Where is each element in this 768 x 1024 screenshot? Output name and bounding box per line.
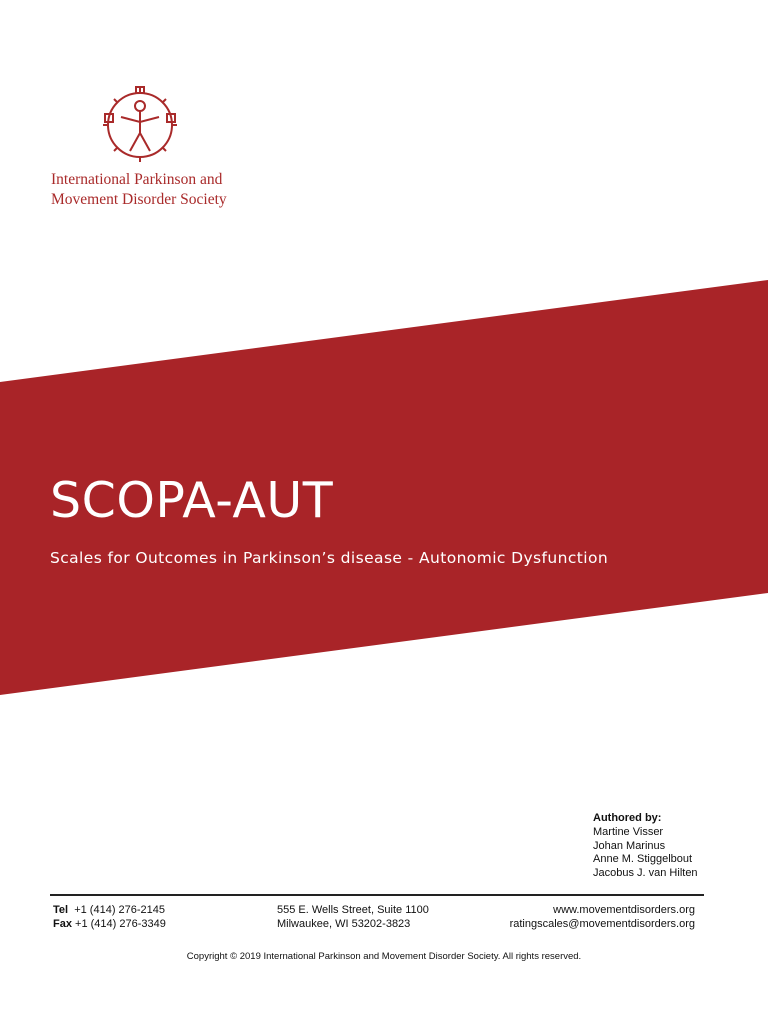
- organization-name: [51, 170, 227, 209]
- society-logo-icon: [99, 84, 181, 166]
- author-name: Martine Visser: [593, 825, 664, 838]
- fax-number: +1 (414) 276-3349: [75, 917, 166, 930]
- tel-number: +1 (414) 276-2145: [74, 904, 166, 916]
- address-line1: 555 E. Wells Street, Suite 1100: [277, 904, 429, 916]
- website-link[interactable]: www.movementdisorders.org: [553, 904, 695, 916]
- fax-label: Fax: [53, 917, 72, 930]
- address-block: [277, 904, 429, 931]
- tel-line: [53, 904, 166, 918]
- web-block: [480, 904, 695, 931]
- email-link[interactable]: ratingscales@movementdisorders.org: [509, 917, 695, 930]
- author-name: Johan Marinus: [593, 839, 666, 852]
- document-title: SCOPA-AUT: [50, 472, 334, 529]
- author-name: Anne M. Stiggelbout: [593, 853, 693, 866]
- tel-label: Tel: [53, 904, 69, 916]
- footer-divider: [50, 894, 704, 896]
- authors-block: [593, 812, 698, 881]
- document-subtitle: Scales for Outcomes in Parkinson’s disease - Autonomic Dysfunction: [50, 549, 609, 567]
- phone-block: [53, 904, 166, 931]
- organization-name-line2: Movement Disorder Society: [51, 190, 227, 208]
- address-line2: Milwaukee, WI 53202-3823: [277, 917, 411, 930]
- authors-heading: Authored by:: [593, 812, 662, 824]
- author-name: Jacobus J. van Hilten: [593, 867, 698, 880]
- fax-line: [53, 918, 166, 932]
- organization-name-line1: International Parkinson and: [51, 171, 223, 188]
- copyright-notice: Copyright © 2019 International Parkinson and Movement Disorder Society. All rights reserved.: [186, 951, 582, 962]
